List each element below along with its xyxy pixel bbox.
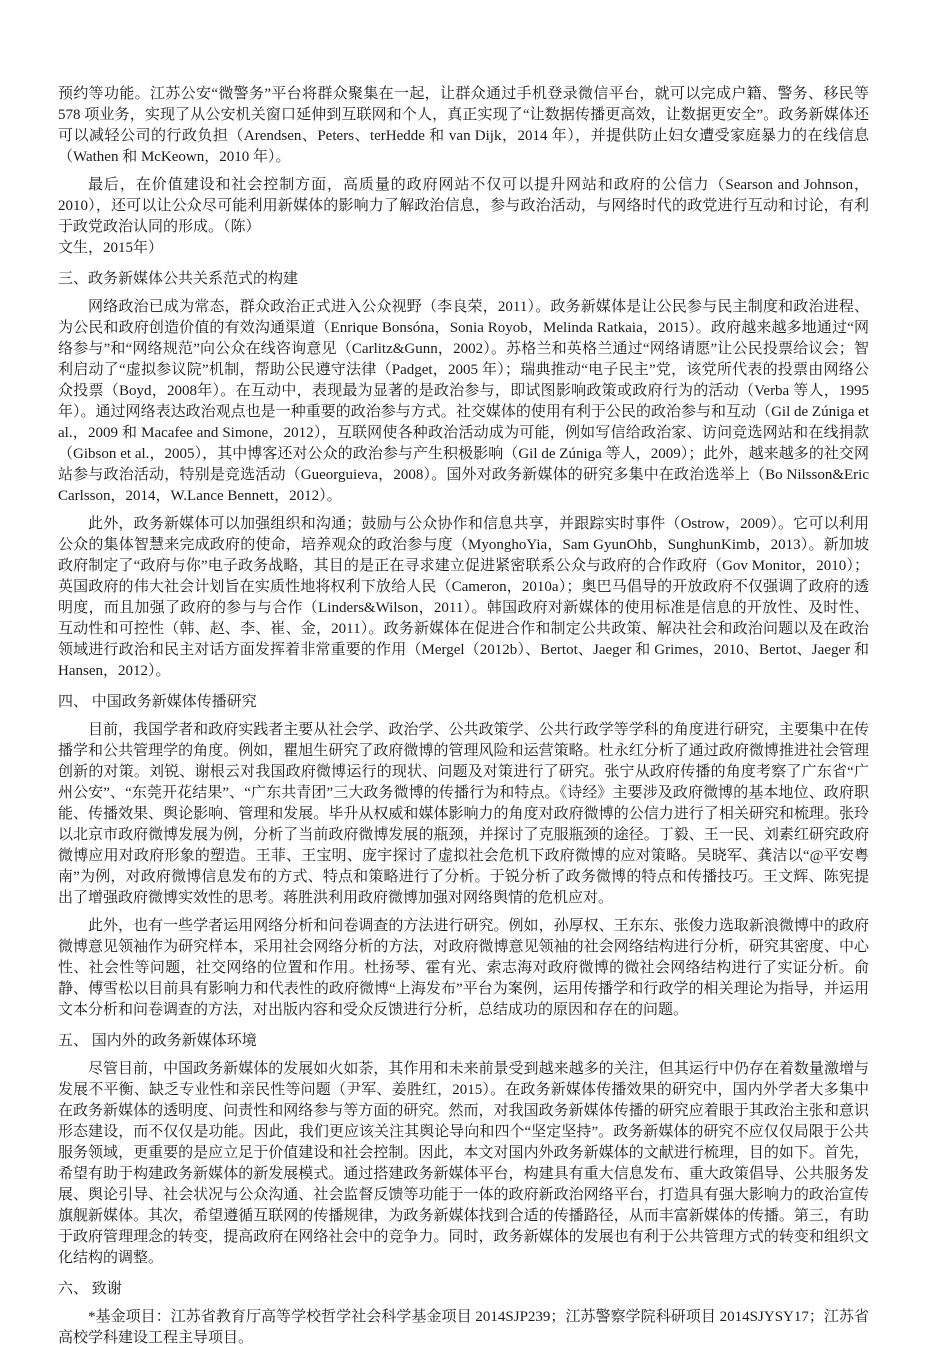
paragraph-collaboration-governments: 此外，政务新媒体可以加强组织和沟通；鼓励与公众协作和信息共享，并跟踪实时事件（Ostrow，2009）。它可以利用公众的集体智慧来完成政府的使命，培养观众的政治参与度（MyonghoYia，Sam GyunOhb，SunghunKimb，2013）。新加坡政府制定了“政府与你”电子政务战略，其目的是正在寻求建立促进紧密联系公众与政府的合作政府（Gov Monitor，2010）；英国政府的伟大社会计划旨在实质性地将权利下放给人民（Cameron，2010a）；奥巴马倡导的开放政府不仅强调了政府的透明度，而且加强了政府的参与与合作（Linders&Wilson，2011）。韩国政府对新媒体的使用标准是信息的开放性、及时性、互动性和可控性（韩、赵、李、崔、金，2011）。政务新媒体在促进合作和制定公共政策、解决社会和政治问题以及在政治领域进行政治和民主对话方面发挥着非常重要的作用（Mergel（2012b）、Bertot、Jaeger 和 Grimes，2010、Bertot、Jaeger 和 Hansen，2012）。 [58, 516, 869, 679]
paragraph-china-weibo-research: 目前，我国学者和政府实践者主要从社会学、政治学、公共政策学、公共行政学等学科的角度进行研究，主要集中在传播学和公共管理学的角度。例如，瞿旭生研究了政府微博的管理风险和运营策略。杜永红分析了通过政府微博推进社会管理创新的对策。刘锐、谢根云对我国政府微博运行的现状、问题及对策进行了研究。张宁从政府传播的角度考察了广东省“广州公安”、“东莞开花结果”、“广东共青团”三大政务微博的传播行为和特点。《诗经》主要涉及政府微博的基本地位、政府职能、传播效果、舆论影响、管理和发展。毕升从权威和媒体影响力的角度对政府微博的公信力进行了相关研究和梳理。张玲以北京市政府微博发展为例，分析了当前政府微博发展的瓶颈，并探讨了克服瓶颈的途径。丁毅、王一民、刘素红研究政府微博应用对政府形象的塑造。王菲、王宝明、庞宇探讨了虚拟社会危机下政府微博的应对策略。吴晓军、龚洁以“@平安粤南”为例，对政府微博信息发布的方式、特点和策略进行了分析。于锐分析了政务微博的特点和传播技巧。王文辉、陈宪提出了增强政府微博实效性的思考。蒋胜洪利用政府微博加强对网络舆情的危机应对。 [58, 722, 869, 906]
paragraph-domestic-foreign-environment: 尽管目前，中国政务新媒体的发展如火如荼，其作用和未来前景受到越来越多的关注，但其运行中仍存在着数量激增与发展不平衡、缺乏专业性和亲民性等问题（尹军、姜胜红，2015）。在政务新媒体传播效果的研究中，国内外学者大多集中在政务新媒体的透明度、问责性和网络参与等方面的研究。然而，对我国政务新媒体传播的研究应着眼于其政治主张和意识形态建设，而不仅仅是功能。因此，我们更应该关注其舆论导向和四个“坚定坚持”。政务新媒体的研究不应仅仅局限于公共服务领域，更重要的是应立足于价值建设和社会控制。因此，本文对国内外政务新媒体的文献进行梳理，目的如下。首先，希望有助于构建政务新媒体的新发展模式。通过搭建政务新媒体平台，构建具有重大信息发布、重大政策倡导、公共服务发展、舆论引导、社会状况与公众沟通、社会监督反馈等功能于一体的政府新政治网络平台，打造具有强大影响力的政治宣传旗舰新媒体。其次，希望遵循互联网的传播规律，为政务新媒体找到合适的传播路径，从而丰富新媒体的传播。第三，有助于政府管理理念的转变，提高政府在网络社会中的竞争力。同时，政务新媒体的发展也有利于公共管理方式的转变和组织文化结构的调整。 [58, 1061, 869, 1266]
section-heading-five: 五、 国内外的政务新媒体环境 [58, 1033, 257, 1049]
section-heading-six: 六、 致谢 [58, 1281, 122, 1297]
paragraph-value-building: 最后，在价值建设和社会控制方面，高质量的政府网站不仅可以提升网站和政府的公信力（Searson and Johnson，2010），还可以让公众尽可能利用新媒体的影响力了解政治信息，参与政治活动，与网络时代的政党进行互动和讨论，有利于政党政治认同的形成。（陈） [58, 177, 869, 235]
section-heading-three: 三、政务新媒体公共关系范式的构建 [58, 271, 299, 287]
paragraph-continuation-top: 预约等功能。江苏公安“微警务”平台将群众聚集在一起，让群众通过手机登录微信平台，就可以完成户籍、警务、移民等 578 项业务，实现了从公安机关窗口延伸到互联网和个人，真正实现了“让数据传播更高效，让数据更安全”。政务新媒体还可以减轻公司的行政负担（Arendsen、Peters、terHedde 和 van Dijk，2014 年），并提供防止妇女遭受家庭暴力的在线信息（Wathen 和 McKeown，2010 年）。 [58, 86, 869, 165]
paragraph-network-politics: 网络政治已成为常态，群众政治正式进入公众视野（李良荣，2011）。政务新媒体是让公民参与民主制度和政治进程、为公民和政府创造价值的有效沟通渠道（Enrique Bonsóna，Sonia Royob，Melinda Ratkaia，2015）。政府越来越多地通过“网络参与”和“网络规范”向公众在线咨询意见（Carlitz&Gunn，2002）。苏格兰和英格兰通过“网络请愿”让公民投票给议会；智利启动了“虚拟参议院”机制，帮助公民遵守法律（Padget，2005 年）；瑞典推动“电子民主”党，该党所代表的投票由网络公众投票（Boyd，2008年）。在互动中，表现最为显著的是政治参与，即试图影响政策或政府行为的活动（Verba 等人，1995 年）。通过网络表达政治观点也是一种重要的政治参与方式。社交媒体的使用有利于公民的政治参与和互动（Gil de Zúniga et al.，2009 和 Macafee and Simone，2012），互联网使各种政治活动成为可能，例如写信给政治家、访问竞选网站和在线捐款（Gibson et al.，2005），其中博客还对公众的政治参与产生积极影响（Gil de Zúniga 等人，2009）；此外，越来越多的社交网站参与政治活动，特别是竞选活动（Gueorguieva，2008）。国外对政务新媒体的研究多集中在政治选举上（Bo Nilsson&Eric Carlsson，2014，W.Lance Bennett，2012）。 [58, 299, 869, 504]
section-heading-four: 四、 中国政务新媒体传播研究 [58, 694, 257, 710]
paragraph-funding-acknowledgement: *基金项目：江苏省教育厅高等学校哲学社会科学基金项目 2014SJP239；江苏警察学院科研项目 2014SJYSY17；江苏省高校学科建设工程主导项目。 [58, 1309, 869, 1346]
paragraph-citation-overflow-line: 文生，2015年） [58, 240, 164, 256]
paragraph-network-analysis-methods: 此外，也有一些学者运用网络分析和问卷调查的方法进行研究。例如，孙厚权、王东东、张俊力选取新浪微博中的政府微博意见领袖作为研究样本，采用社会网络分析的方法，对政府微博意见领袖的社会网络结构进行分析，研究其密度、中心性、社会性等问题，社交网络的位置和作用。杜扬琴、霍有光、索志海对政府微博的微社会网络结构进行了实证分析。俞静、傅雪松以目前具有影响力和代表性的政府微博“上海发布”平台为案例，运用传播学和行政学的相关理论为指导，并运用文本分析和问卷调查的方法，对出版内容和受众反馈进行分析，总结成功的原因和存在的问题。 [58, 918, 869, 1018]
